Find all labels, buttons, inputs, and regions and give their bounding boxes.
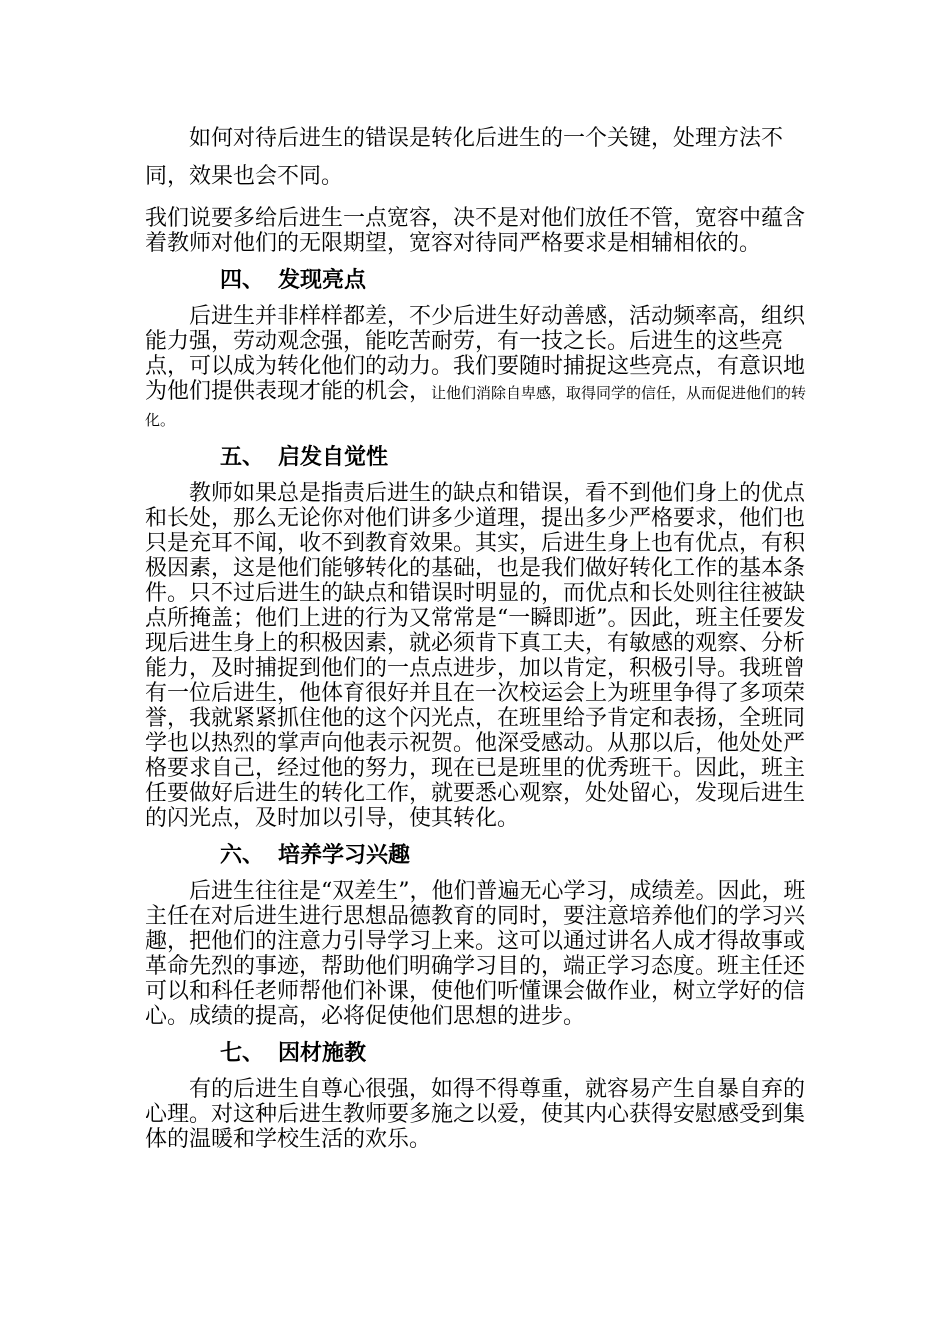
heading-text: 培养学习兴趣 xyxy=(278,843,411,868)
heading-cultivate-interest xyxy=(145,841,810,871)
paragraph-inspire: 教师如果总是指责后进生的缺点和错误，看不到他们身上的优点和长处，那么无论你对他们讲多少道理，提出多少严格要求，他们也只是充耳不闻，收不到教育效果。其实，后进生身上也有优点，有积极因素，这是他们能够转化的基础，也是我们做好转化工作的基本条件。只不过后进生的缺点和错误时明显的，而优点和长处则往往被缺点所掩盖；他们上进的行为又常常是“一瞬即逝”。因此，班主任要发现后进生身上的积极因素，就必须肯下真工夫，有敏感的观察、分析能力，及时捕捉到他们的一点点进步，加以肯定，积极引导。我班曾有一位后进生，他体育很好并且在一次校运会上为班里争得了多项荣誉，我就紧紧抓住他的这个闪光点，在班里给予肯定和表扬，全班同学也以热烈的掌声向他表示祝贺。他深受感动。从那以后，他处处严格要求自己，经过他的努力，现在已是班里的优秀班干。因此，班主任要做好后进生的转化工作，就要悉心观察，处处留心，发现后进生的闪光点，及时加以引导，使其转化。 xyxy=(145,481,806,831)
document-page xyxy=(145,120,810,1152)
heading-number: 七、 xyxy=(220,1041,265,1066)
heading-text: 启发自觉性 xyxy=(278,445,389,470)
paragraph-individualized: 有的后进生自尊心很强，如得不得尊重，就容易产生自暴自弃的心理。对这种后进生教师要多施之以爱，使其内心获得安慰感受到集体的温暖和学校生活的欢乐。 xyxy=(145,1077,806,1152)
paragraph-highlights-small: 让他们消除自卑感，取得同学的信任，从而促进他们的转化。 xyxy=(145,384,807,429)
paragraph-highlights-main: 后进生并非样样都差，不少后进生好动善感，活动频率高，组织能力强，劳动观念强，能吃苦耐劳，有一技之长。后进生的这些亮点，可以成为转化他们的动力。我们要随时捕捉这些亮点，有意识地为他们提供表现才能的机会， xyxy=(145,304,806,404)
heading-text: 发现亮点 xyxy=(278,268,367,293)
heading-discover-highlights xyxy=(145,266,810,296)
paragraph-error-handling: 如何对待后进生的错误是转化后进生的一个关键，处理方法不同，效果也会不同。 xyxy=(145,126,784,189)
heading-text: 因材施教 xyxy=(278,1041,367,1066)
heading-inspire-consciousness xyxy=(145,443,810,473)
heading-number: 六、 xyxy=(220,843,265,868)
heading-number: 四、 xyxy=(220,268,265,293)
heading-number: 五、 xyxy=(220,445,265,470)
heading-individualized-teaching xyxy=(145,1039,810,1069)
paragraph-interest: 后进生往往是“双差生”，他们普遍无心学习，成绩差。因此，班主任在对后进生进行思想品德教育的同时，要注意培养他们的学习兴趣，把他们的注意力引导学习上来。这可以通过讲名人成才得故事或革命先烈的事迹，帮助他们明确学习目的，端正学习态度。班主任还可以和科任老师帮他们补课，使他们听懂课会做作业，树立学好的信心。成绩的提高，必将促使他们思想的进步。 xyxy=(145,879,806,1029)
paragraph-tolerance: 我们说要多给后进生一点宽容，决不是对他们放任不管，宽容中蕴含着教师对他们的无限期望，宽容对待同严格要求是相辅相依的。 xyxy=(145,206,806,256)
paragraph-highlights xyxy=(145,304,810,433)
